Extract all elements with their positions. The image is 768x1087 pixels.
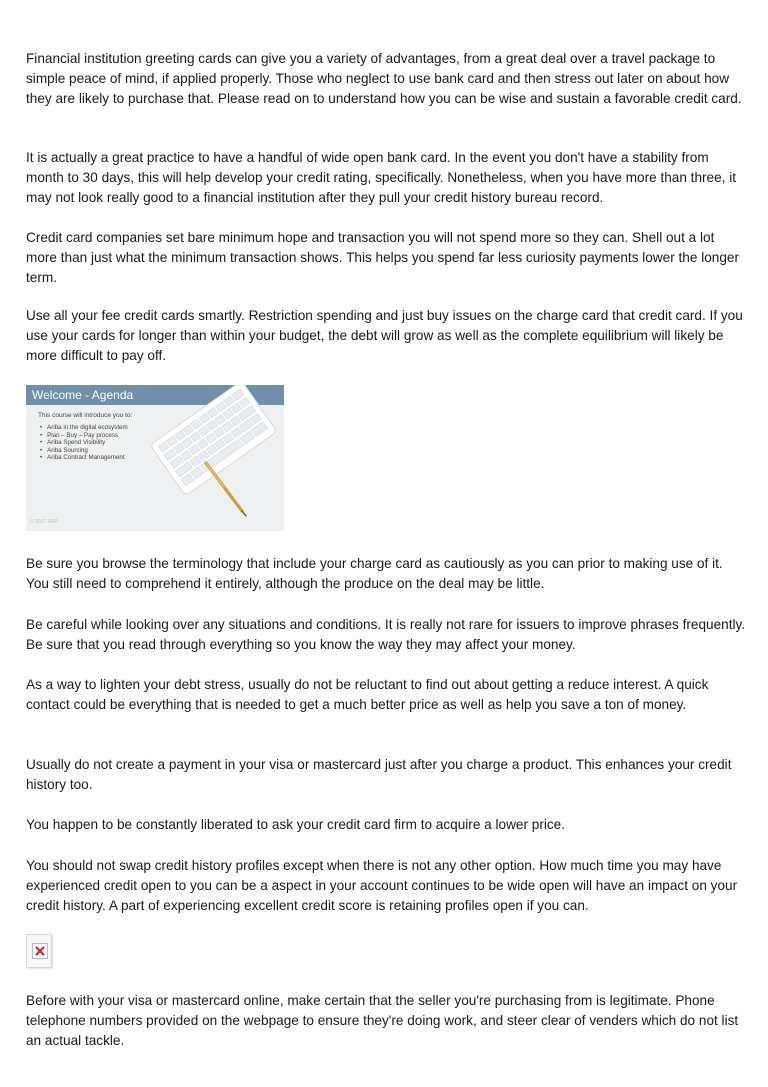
slide-agenda-item: • Ariba Contract Management: [40, 454, 128, 462]
paragraph: Financial institution greeting cards can give you a variety of advantages, from a great deal over a travel package to simple peace of mind, if applied properly. Those who neglect to use bank card and then stress out later on about how they are likely to purchase that. Please read on to understand how you can be wise and sustain a favorable credit card.: [26, 51, 742, 106]
slide-agenda-item: • Plan – Buy – Pay process: [40, 432, 128, 440]
paragraph: You happen to be constantly liberated to ask your credit card firm to acquire a lower price.: [26, 817, 566, 832]
slide-agenda-item: • Ariba Spend Visibility: [40, 439, 128, 447]
paragraph: Credit card companies set bare minimum hope and transaction you will not spend more so they can. Shell out a lot more than just what the minimum transaction shows. This helps you spend far less curiosity payments lower the longer term.: [26, 230, 739, 285]
paragraph: You should not swap credit history profiles except when there is not any other option. How much time you may have experienced credit open to you can be a aspect in your account continues to be wide open will have an impact on your credit history. A part of experiencing excellent credit score is retaining profiles open if you can.: [26, 858, 738, 913]
paragraph: Use all your fee credit cards smartly. Restriction spending and just buy issues on the charge card that credit card. If you use your cards for longer than within your budget, the debt will grow as well as the complete equilibrium will likely be more difficult to pay off.: [26, 308, 743, 363]
broken-image-icon: [26, 934, 52, 968]
slide-agenda-item: • Ariba Sourcing: [40, 447, 128, 455]
paragraph: Before with your visa or mastercard online, make certain that the seller you're purchasing from is legitimate. Phone telephone numbers provided on the webpage to ensure they're doing work, and steer clear of venders which do not list an actual tackle.: [26, 993, 739, 1048]
slide-footer: © 2017 SAP: [30, 519, 58, 525]
slide-title: Welcome - Agenda: [32, 388, 134, 402]
slide-intro: This course will introduce you to:: [38, 412, 133, 419]
keyboard-and-pen-illustration: [26, 385, 284, 531]
paragraph: Be sure you browse the terminology that include your charge card as cautiously as you can prior to making use of it. You still need to comprehend it entirely, although the produce on the deal may be little.: [26, 556, 723, 591]
paragraph: It is actually a great practice to have a handful of wide open bank card. In the event you don't have a stability from month to 30 days, this will help develop your credit rating, specifically. Nonetheless, when you have more than three, it may not look really good to a financial institution after they pull your credit history bureau record.: [26, 150, 737, 205]
paragraph: As a way to lighten your debt stress, usually do not be reluctant to find out about getting a reduce interest. A quick contact could be everything that is needed to get a much better price as well as help you save a ton of money.: [26, 677, 709, 712]
paragraph: Be careful while looking over any situations and conditions. It is really not rare for issuers to improve phrases frequently. Be sure that you read through everything so you know the way they may affect your money.: [26, 617, 746, 652]
slide-agenda-item: • Ariba in the digital ecosystem: [40, 424, 128, 432]
agenda-slide-image: [26, 385, 284, 531]
paragraph: Usually do not create a payment in your visa or mastercard just after you charge a product. This enhances your credit history too.: [26, 757, 732, 792]
